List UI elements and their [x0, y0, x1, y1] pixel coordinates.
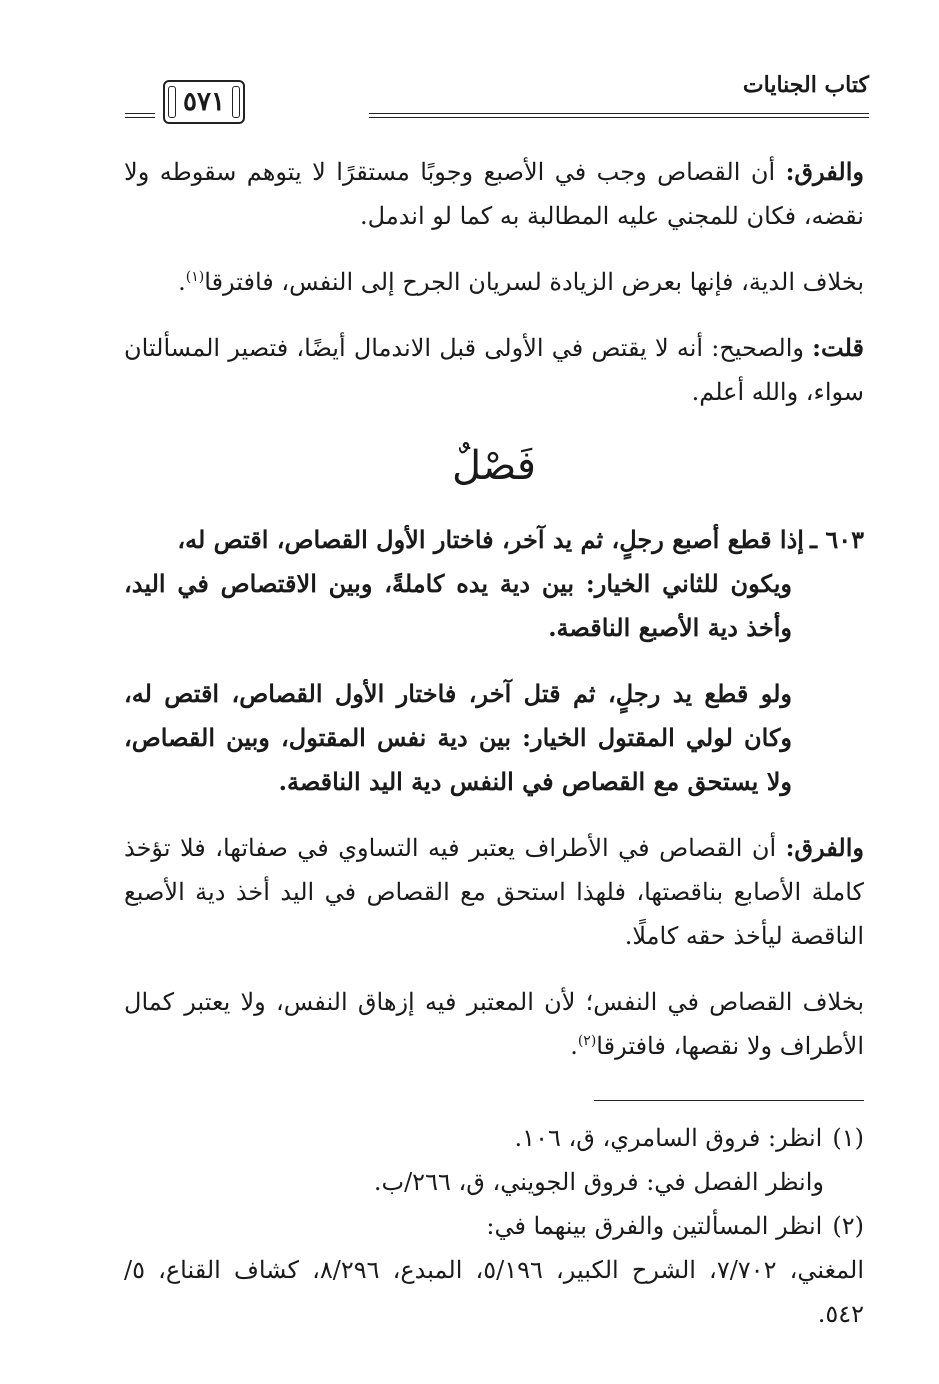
paragraph-label: والفرق:	[785, 157, 864, 186]
issue-number: ٦٠٣ ـ	[809, 525, 864, 554]
footnote-text: وانظر الفصل في: فروق الجويني، ق، ٢٦٦/ب.	[373, 1168, 824, 1196]
paragraph-text: أن القصاص في الأطراف يعتبر فيه التساوي في صفاتها، فلا تؤخذ كاملة الأصابع بناقصتها، فلهذا استحق مع القصاص في اليد أخذ دية الأصبع الناقصة ليأخذ حقه كاملًا.	[124, 834, 864, 950]
footnote-mark: (١)	[832, 1124, 864, 1152]
footnote	[124, 1204, 864, 1248]
paragraph-end: .	[178, 268, 186, 296]
page-number: ٥٧١	[163, 80, 245, 124]
footnote-ref: (١)	[185, 269, 205, 285]
footnote-ref: (٢)	[577, 1033, 597, 1049]
issue-first-line	[124, 518, 864, 562]
paragraph-label: قلت:	[812, 333, 864, 362]
issue-block	[124, 672, 864, 804]
paragraph	[124, 326, 864, 414]
footnote-text: المغني، ٧/٧٠٢، الشرح الكبير، ٥/١٩٦، المبدع، ٨/٢٩٦، كشاف القناع، ٥/ ٥٤٢.	[124, 1256, 865, 1328]
paragraph-text: بخلاف الدية، فإنها بعرض الزيادة لسريان الجرح إلى النفس، فافترقا	[204, 268, 864, 296]
footnote-text: انظر المسألتين والفرق بينهما في:	[486, 1212, 823, 1240]
paragraph-text: بخلاف القصاص في النفس؛ لأن المعتبر فيه إزهاق النفس، ولا يعتبر كمال الأطراف ولا نقصها، فافترقا	[124, 988, 864, 1060]
issue-text: ولو قطع يد رجلٍ، ثم قتل آخر، فاختار الأول القصاص، اقتص له، وكان لولي المقتول الخيار: بين دية نفس المقتول، وبين القصاص، ولا يستحق مع القصاص في النفس دية اليد الناقصة.	[124, 679, 792, 796]
footnote-separator	[594, 1100, 864, 1101]
footnotes	[124, 1116, 864, 1336]
footnote-text: انظر: فروق السامري، ق، ١٠٦.	[514, 1124, 823, 1152]
paragraph	[124, 980, 864, 1068]
paragraph-text: والصحيح: أنه لا يقتص في الأولى قبل الاندمال أيضًا، فتصير المسألتان سواء، والله أعلم.	[124, 334, 864, 406]
paragraph	[124, 260, 864, 304]
paragraph-end: .	[570, 1032, 578, 1060]
paragraph	[124, 150, 864, 238]
paragraph-text: أن القصاص وجب في الأصبع وجوبًا مستقرًا لا يتوهم سقوطه ولا نقضه، فكان للمجني عليه المطالبة به كما لو اندمل.	[124, 158, 864, 230]
issue-block	[124, 518, 864, 650]
paragraph-label: والفرق:	[785, 833, 864, 862]
header-rule	[369, 113, 869, 118]
header-rule-left	[125, 113, 155, 118]
footnote-mark: (٢)	[832, 1212, 864, 1240]
issue-text: ويكون للثاني الخيار: بين دية يده كاملةً، وبين الاقتصاص في اليد، وأخذ دية الأصبع الناقصة.	[124, 569, 792, 642]
section-title: فَصْلٌ	[451, 443, 537, 489]
issue-text: إذا قطع أصبع رجلٍ، ثم يد آخر، فاختار الأول القصاص، اقتص له،	[177, 525, 804, 554]
running-title: كتاب الجنايات	[742, 72, 869, 98]
main-text	[124, 150, 864, 1090]
footnote	[124, 1116, 864, 1160]
page-header	[125, 62, 869, 122]
paragraph	[124, 826, 864, 958]
